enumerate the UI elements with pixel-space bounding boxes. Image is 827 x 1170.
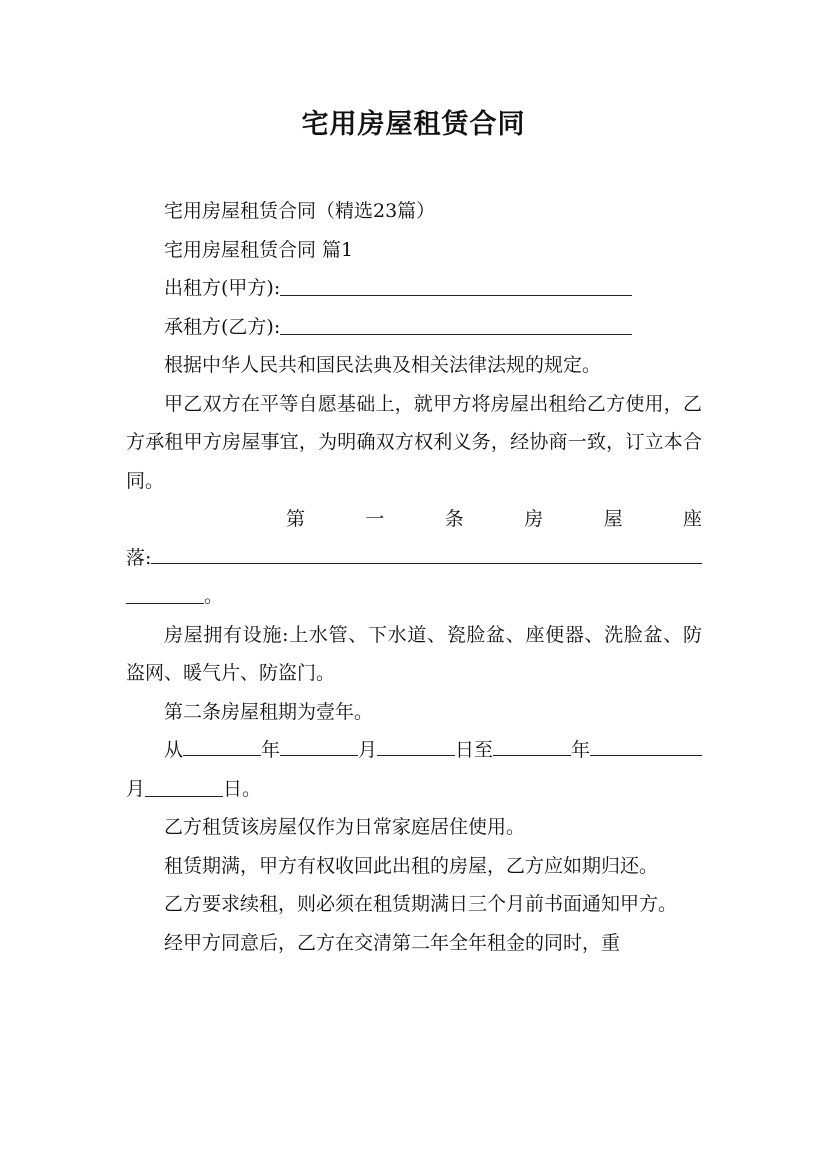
lessee-blank[interactable]	[280, 315, 632, 335]
from-label: 从	[164, 739, 184, 761]
end-day-blank[interactable]	[145, 777, 223, 797]
article1-char: 条	[444, 508, 464, 530]
month2-label: 月	[126, 777, 146, 800]
start-year-blank[interactable]	[183, 736, 261, 756]
day-end-label: 日。	[223, 777, 262, 800]
facilities-paragraph: 房屋拥有设施:上水管、下水道、瓷脸盆、座便器、洗脸盆、防盗网、暖气片、防盗门。	[126, 623, 702, 684]
lessor-blank[interactable]	[280, 276, 632, 296]
start-day-blank[interactable]	[377, 736, 455, 756]
location-line	[126, 539, 702, 578]
document-title: 宅用房屋租赁合同	[301, 109, 526, 140]
agree-paragraph: 经甲方同意后，乙方在交清第二年全年租金的同时，重	[164, 931, 621, 954]
day-to-label: 日至	[455, 739, 494, 761]
article1-char: 屋	[603, 508, 623, 530]
article2-heading: 第二条房屋租期为壹年。	[164, 700, 374, 723]
section-heading: 宅用房屋租赁合同 篇1	[164, 238, 354, 261]
year-label: 年	[261, 739, 281, 761]
lessor-label: 出租方(甲方):	[164, 277, 281, 299]
end-year-blank[interactable]	[493, 736, 571, 756]
term-dates-line-end	[126, 770, 702, 809]
end-month-blank[interactable]	[590, 736, 702, 756]
renew-paragraph: 乙方要求续租，则必须在租赁期满日三个月前书面通知甲方。	[164, 893, 678, 915]
term-dates-line	[126, 731, 702, 770]
location-blank[interactable]	[151, 544, 702, 564]
article1-char: 一	[365, 508, 385, 530]
location-blank-cont[interactable]	[126, 584, 204, 604]
use-paragraph: 乙方租赁该房屋仅作为日常家庭居住使用。	[164, 816, 526, 838]
expiry-paragraph: 租赁期满，甲方有权收回此出租的房屋，乙方应如期归还。	[164, 854, 659, 877]
article1-char: 房	[524, 508, 544, 530]
lessee-line	[126, 308, 702, 347]
subtitle: 宅用房屋租赁合同（精选23篇）	[164, 200, 436, 222]
month-label: 月	[358, 739, 378, 761]
start-month-blank[interactable]	[280, 736, 358, 756]
year2-label: 年	[571, 739, 591, 761]
location-end: 。	[204, 585, 224, 607]
intro-paragraph: 甲乙双方在平等自愿基础上，就甲方将房屋出租给乙方使用，乙方承租甲方房屋事宜，为明确双方权利义务，经协商一致，订立本合同。	[126, 392, 702, 492]
article1-heading	[126, 500, 702, 539]
article1-char: 第	[286, 508, 306, 530]
location-line-end	[126, 577, 702, 616]
lessee-label: 承租方(乙方):	[164, 315, 281, 338]
article1-char: 座	[682, 508, 702, 530]
lessor-line	[126, 269, 702, 308]
law-paragraph: 根据中华人民共和国民法典及相关法律法规的规定。	[164, 354, 602, 376]
document-body	[126, 192, 702, 962]
location-label: 落:	[126, 546, 152, 569]
